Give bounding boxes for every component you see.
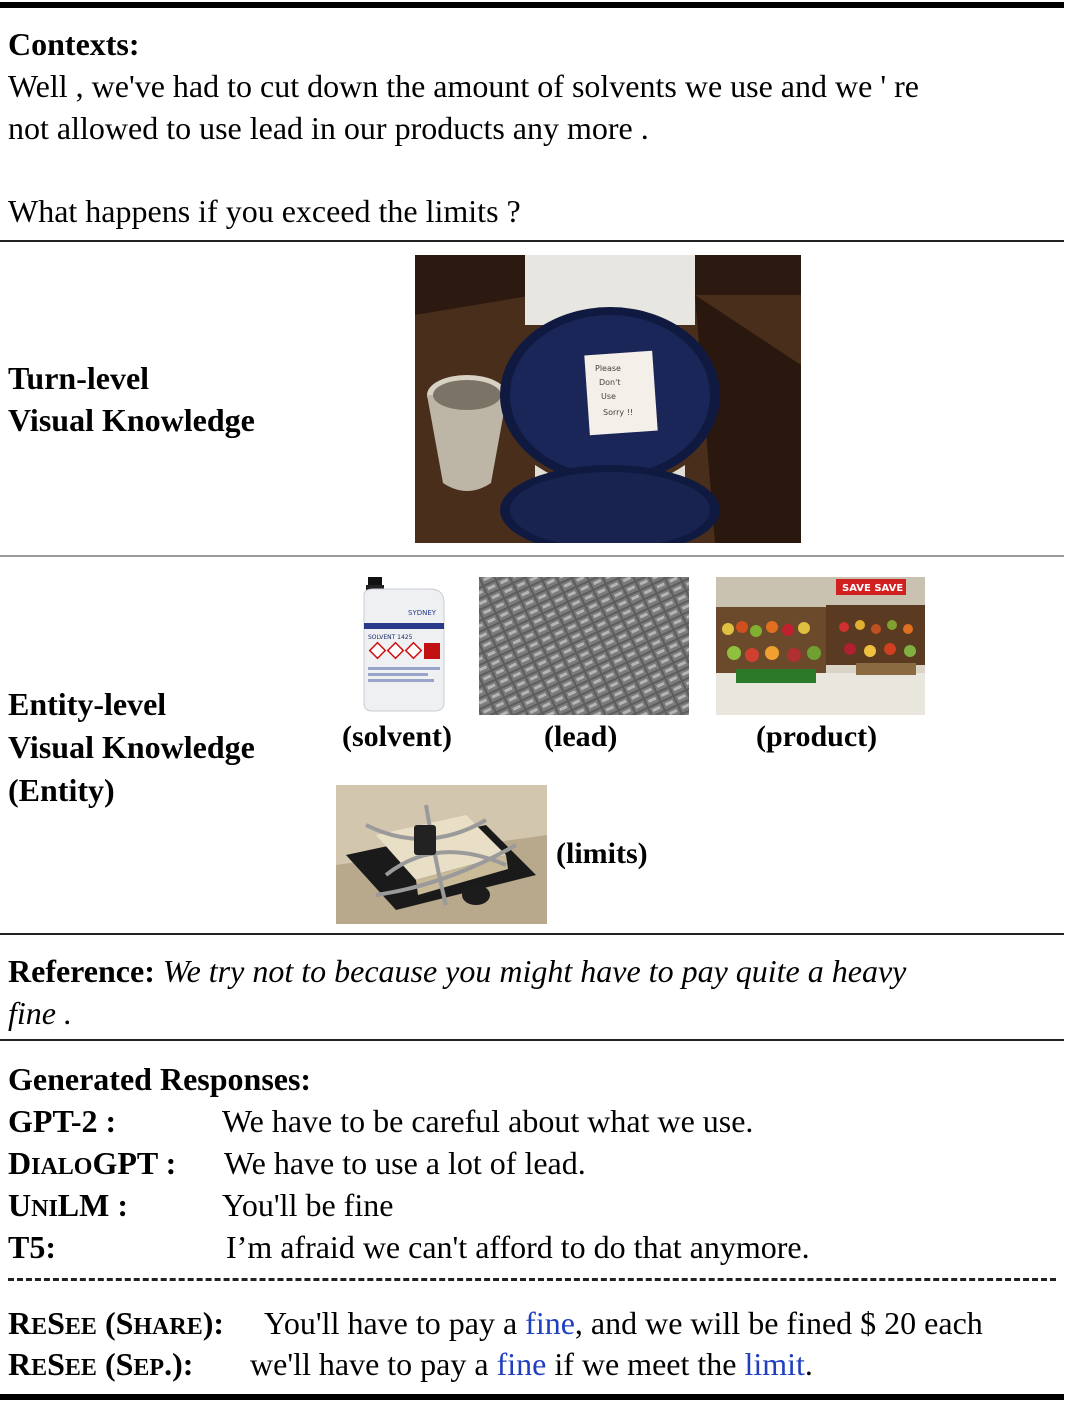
lead-type-image (479, 577, 689, 715)
solvent-bottle-text: SOLVENT 1425 (368, 634, 413, 641)
context-line-2: not allowed to use lead in our products any more . (8, 110, 649, 146)
context-line-1: Well , we've had to cut down the amount of solvents we use and we ' re (8, 68, 919, 104)
solvent-image (360, 575, 448, 713)
note-line-1: Please (595, 364, 621, 373)
response-dialogpt: We have to use a lot of lead. (224, 1145, 586, 1181)
context-line-3: What happens if you exceed the limits ? (8, 193, 521, 229)
reference-bottom-rule (0, 1039, 1064, 1041)
turn-level-label-2: Visual Knowledge (8, 402, 255, 438)
limits-caption: (limits) (556, 837, 648, 870)
limits-chained-book-image (336, 785, 547, 924)
generated-heading: Generated Responses: (8, 1061, 312, 1097)
model-t5: T5: (8, 1229, 56, 1265)
highlight-limit-sep: limit (744, 1346, 805, 1382)
lead-caption: (lead) (544, 720, 618, 753)
entity-level-label-3: (Entity) (8, 772, 115, 808)
response-gpt2: We have to be careful about what we use. (222, 1103, 754, 1139)
model-gpt2: GPT-2 : (8, 1103, 117, 1139)
entity-level-bottom-rule (0, 933, 1064, 935)
solvent-brand-text: SYDNEY (408, 609, 437, 617)
reference-text-1: We try not to because you might have to pay quite a heavy (162, 953, 907, 989)
reference-label: Reference: (8, 953, 155, 989)
response-t5: I’m afraid we can't afford to do that anymore. (226, 1229, 810, 1265)
product-sign-text: SAVE SAVE (842, 583, 904, 594)
top-rule (0, 2, 1064, 8)
turn-level-bottom-rule (0, 555, 1064, 557)
note-line-4: Sorry !! (603, 408, 634, 417)
highlight-fine-share: fine (525, 1305, 575, 1341)
turn-level-toilet-image (415, 255, 801, 543)
model-dialogpt: DIALOGPT : (8, 1145, 177, 1181)
entity-level-label-1: Entity-level (8, 686, 167, 722)
solvent-caption: (solvent) (342, 720, 452, 753)
contexts-heading: Contexts: (8, 26, 140, 62)
entity-level-label-2: Visual Knowledge (8, 729, 255, 765)
contexts-bottom-rule (0, 240, 1064, 242)
model-resee-sep: RESEE (SEP.): (8, 1346, 194, 1382)
response-unilm: You'll be fine (222, 1187, 394, 1223)
reference-line-2: fine . (8, 995, 72, 1031)
response-resee-share: You'll have to pay a fine, and we will be fined $ 20 each (264, 1305, 983, 1341)
dashed-separator (8, 1278, 1056, 1281)
model-resee-share: RESEE (SHARE): (8, 1305, 225, 1341)
turn-level-label-1: Turn-level (8, 360, 150, 396)
reference-line-1 (8, 951, 906, 991)
highlight-fine-sep: fine (496, 1346, 547, 1382)
note-line-3: Use (601, 392, 616, 401)
response-resee-sep: we'll have to pay a fine if we meet the limit. (250, 1346, 813, 1382)
bottom-rule (0, 1394, 1064, 1400)
product-caption: (product) (756, 720, 878, 753)
model-unilm: UNILM : (8, 1187, 128, 1223)
note-line-2: Don't (599, 378, 621, 387)
product-store-image (716, 577, 925, 715)
